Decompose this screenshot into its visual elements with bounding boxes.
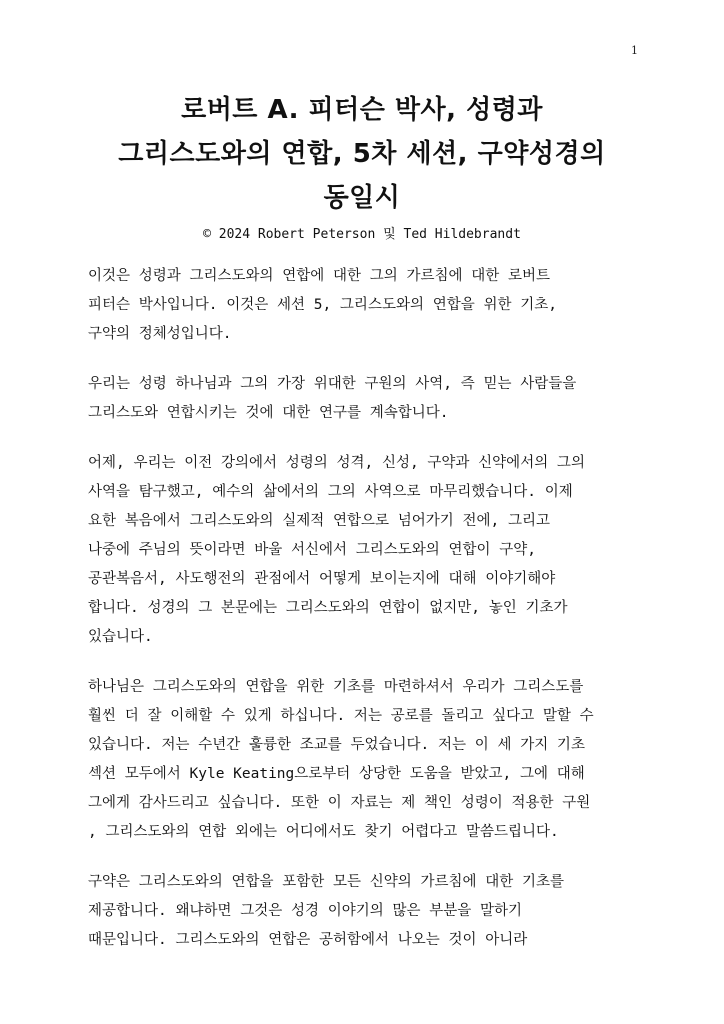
paragraph (88, 673, 648, 847)
paragraph-line: 우리는 성령 하나님과 그의 가장 위대한 구원의 사역, 즉 믿는 사람들을 (88, 376, 577, 392)
document-title-line: 동일시 (323, 183, 401, 213)
document-title-line: 그리스도와의 연합, 5차 세션, 구약성경의 (118, 139, 606, 169)
paragraph-line: 구약은 그리스도와의 연합을 포함한 모든 신약의 가르침에 대한 기초를 (88, 874, 565, 890)
paragraph (88, 449, 648, 652)
paragraph-line: , 그리스도와의 연합 외에는 어디에서도 찾기 어렵다고 말씀드립니다. (88, 824, 559, 840)
paragraph-line: 사역을 탐구했고, 예수의 삶에서의 그의 사역으로 마무리했습니다. 이제 (88, 484, 573, 500)
paragraph-line: 공관복음서, 사도행전의 관점에서 어떻게 보이는지에 대해 이야기해야 (88, 571, 556, 587)
paragraph-line: 피터슨 박사입니다. 이것은 세션 5, 그리스도와의 연합을 위한 기초, (88, 297, 557, 313)
document-title-line: 로버트 A. 피터슨 박사, 성령과 (181, 95, 543, 125)
paragraph-line: 그리스도와 연합시키는 것에 대한 연구를 계속합니다. (88, 405, 449, 421)
paragraph-line: 요한 복음에서 그리스도와의 실제적 연합으로 넘어가기 전에, 그리고 (88, 513, 551, 529)
paragraph (88, 868, 648, 955)
paragraph-line: 이것은 성령과 그리스도와의 연합에 대한 그의 가르침에 대한 로버트 (88, 268, 551, 284)
paragraph-line: 나중에 주님의 뜻이라면 바울 서신에서 그리스도와의 연합이 구약, (88, 542, 537, 558)
paragraph-line: 구약의 정체성입니다. (88, 326, 232, 342)
copyright-line: © 2024 Robert Peterson 및 Ted Hildebrandt (203, 227, 521, 242)
document-body (88, 262, 648, 976)
paragraph-line: 때문입니다. 그리스도와의 연합은 공허함에서 나오는 것이 아니라 (88, 932, 528, 948)
paragraph-line: 훨씬 더 잘 이해할 수 있게 하십니다. 저는 공로를 돌리고 싶다고 말할 수 (88, 708, 594, 724)
page-number: 1 (631, 44, 638, 57)
paragraph-line: 합니다. 성경의 그 본문에는 그리스도와의 연합이 없지만, 놓인 기초가 (88, 600, 568, 616)
paragraph-line: 섹션 모두에서 Kyle Keating으로부터 상당한 도움을 받았고, 그에 대해 (88, 766, 585, 782)
paragraph-line: 제공합니다. 왜냐하면 그것은 성경 이야기의 많은 부분을 말하기 (88, 903, 523, 919)
paragraph (88, 262, 648, 349)
paragraph-line: 있습니다. (88, 629, 153, 645)
document-header (60, 88, 664, 244)
paragraph-line: 어제, 우리는 이전 강의에서 성령의 성격, 신성, 구약과 신약에서의 그의 (88, 455, 585, 471)
paragraph-line: 그에게 감사드리고 싶습니다. 또한 이 자료는 제 책인 성령이 적용한 구원 (88, 795, 591, 811)
paragraph (88, 370, 648, 428)
paragraph-line: 있습니다. 저는 수년간 훌륭한 조교를 두었습니다. 저는 이 세 가지 기초 (88, 737, 585, 753)
paragraph-line: 하나님은 그리스도와의 연합을 위한 기초를 마련하셔서 우리가 그리스도를 (88, 679, 584, 695)
